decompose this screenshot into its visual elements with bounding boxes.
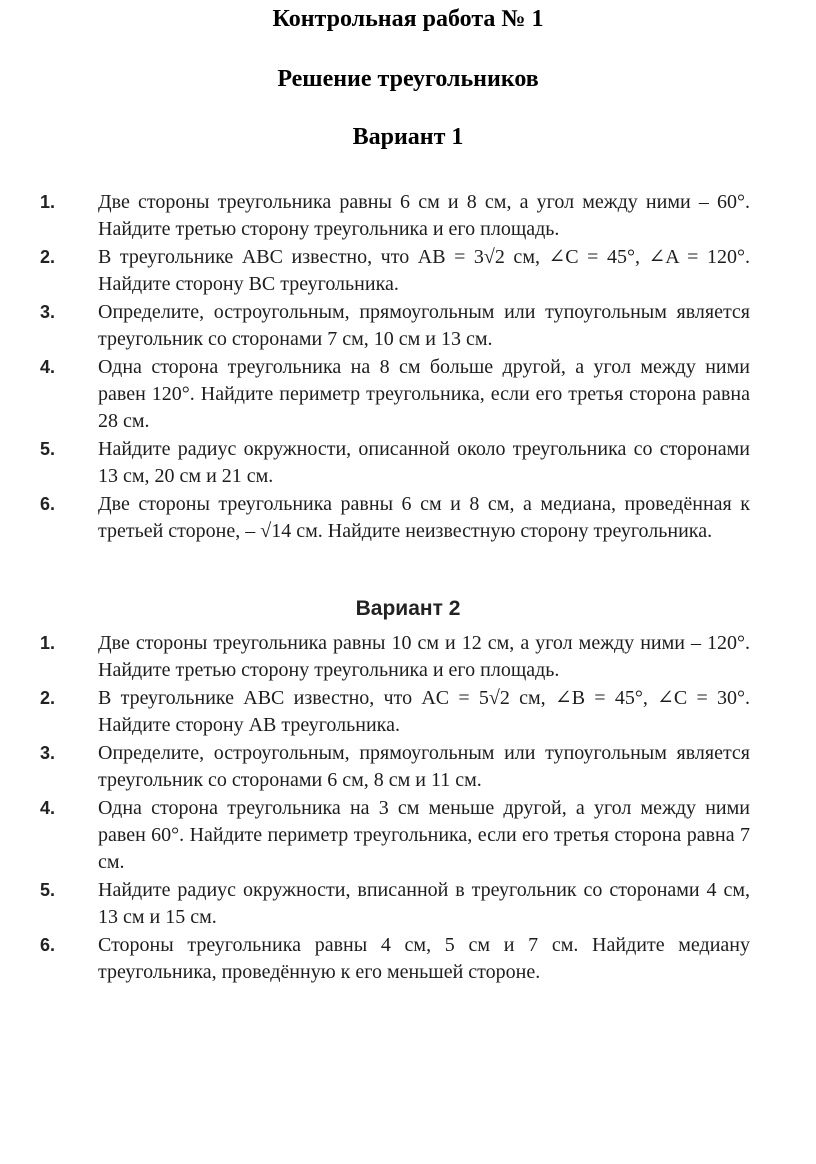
task-item (40, 795, 750, 876)
task-item (40, 740, 750, 794)
task-item (40, 354, 750, 435)
task-text: В треугольнике ABC известно, что AC = 5√2 см, ∠B = 45°, ∠C = 30°. Найдите сторону AB треугольника. (98, 687, 750, 736)
task-text: В треугольнике ABC известно, что AB = 3√2 см, ∠C = 45°, ∠A = 120°. Найдите сторону BC треугольника. (98, 246, 750, 295)
task-number: 5. (40, 880, 56, 900)
task-text: Две стороны треугольника равны 6 см и 8 см, а медиана, проведённая к третьей стороне, – √14 см. Найдите неизвестную сторону треугольника. (98, 493, 750, 542)
task-item (40, 299, 750, 353)
task-number: 6. (40, 935, 56, 955)
task-number: 1. (40, 192, 56, 212)
task-text: Одна сторона треугольника на 8 см больше другой, а угол между ними равен 120°. Найдите периметр треугольника, если его третья сторона равна 28 см. (98, 356, 750, 432)
task-text: Две стороны треугольника равны 6 см и 8 см, а угол между ними – 60°. Найдите третью сторону треугольника и его площадь. (98, 191, 750, 240)
variant2-title: Вариант 2 (355, 597, 461, 620)
variant2-task-list (40, 630, 750, 987)
task-text: Стороны треугольника равны 4 см, 5 см и 7 см. Найдите медиану треугольника, проведённую к его меньшей стороне. (98, 934, 750, 983)
task-number: 4. (40, 357, 56, 377)
task-number: 2. (40, 688, 56, 708)
page-title: Контрольная работа № 1 (272, 6, 544, 32)
task-number: 5. (40, 439, 56, 459)
task-text: Определите, остроугольным, прямоугольным или тупоугольным является треугольник со сторонами 6 см, 8 см и 11 см. (98, 742, 750, 791)
task-text: Найдите радиус окружности, вписанной в треугольник со сторонами 4 см, 13 см и 15 см. (98, 879, 750, 928)
task-number: 6. (40, 494, 56, 514)
task-number: 1. (40, 633, 56, 653)
task-text: Две стороны треугольника равны 10 см и 12 см, а угол между ними – 120°. Найдите третью сторону треугольника и его площадь. (98, 632, 750, 681)
task-text: Найдите радиус окружности, описанной около треугольника со сторонами 13 см, 20 см и 21 см. (98, 438, 750, 487)
task-item (40, 877, 750, 931)
task-text: Одна сторона треугольника на 3 см меньше другой, а угол между ними равен 60°. Найдите периметр треугольника, если его третья сторона равна 7 см. (98, 797, 750, 873)
task-item (40, 630, 750, 684)
variant1-title: Вариант 1 (352, 124, 464, 150)
task-item (40, 685, 750, 739)
task-item (40, 436, 750, 490)
task-text: Определите, остроугольным, прямоугольным или тупоугольным является треугольник со сторонами 7 см, 10 см и 13 см. (98, 301, 750, 350)
task-item (40, 491, 750, 545)
task-number: 3. (40, 743, 56, 763)
task-item (40, 189, 750, 243)
variant1-task-list (40, 189, 750, 546)
task-item (40, 932, 750, 986)
task-number: 2. (40, 247, 56, 267)
page-subtitle: Решение треугольников (277, 66, 539, 92)
task-number: 3. (40, 302, 56, 322)
task-item (40, 244, 750, 298)
task-number: 4. (40, 798, 56, 818)
